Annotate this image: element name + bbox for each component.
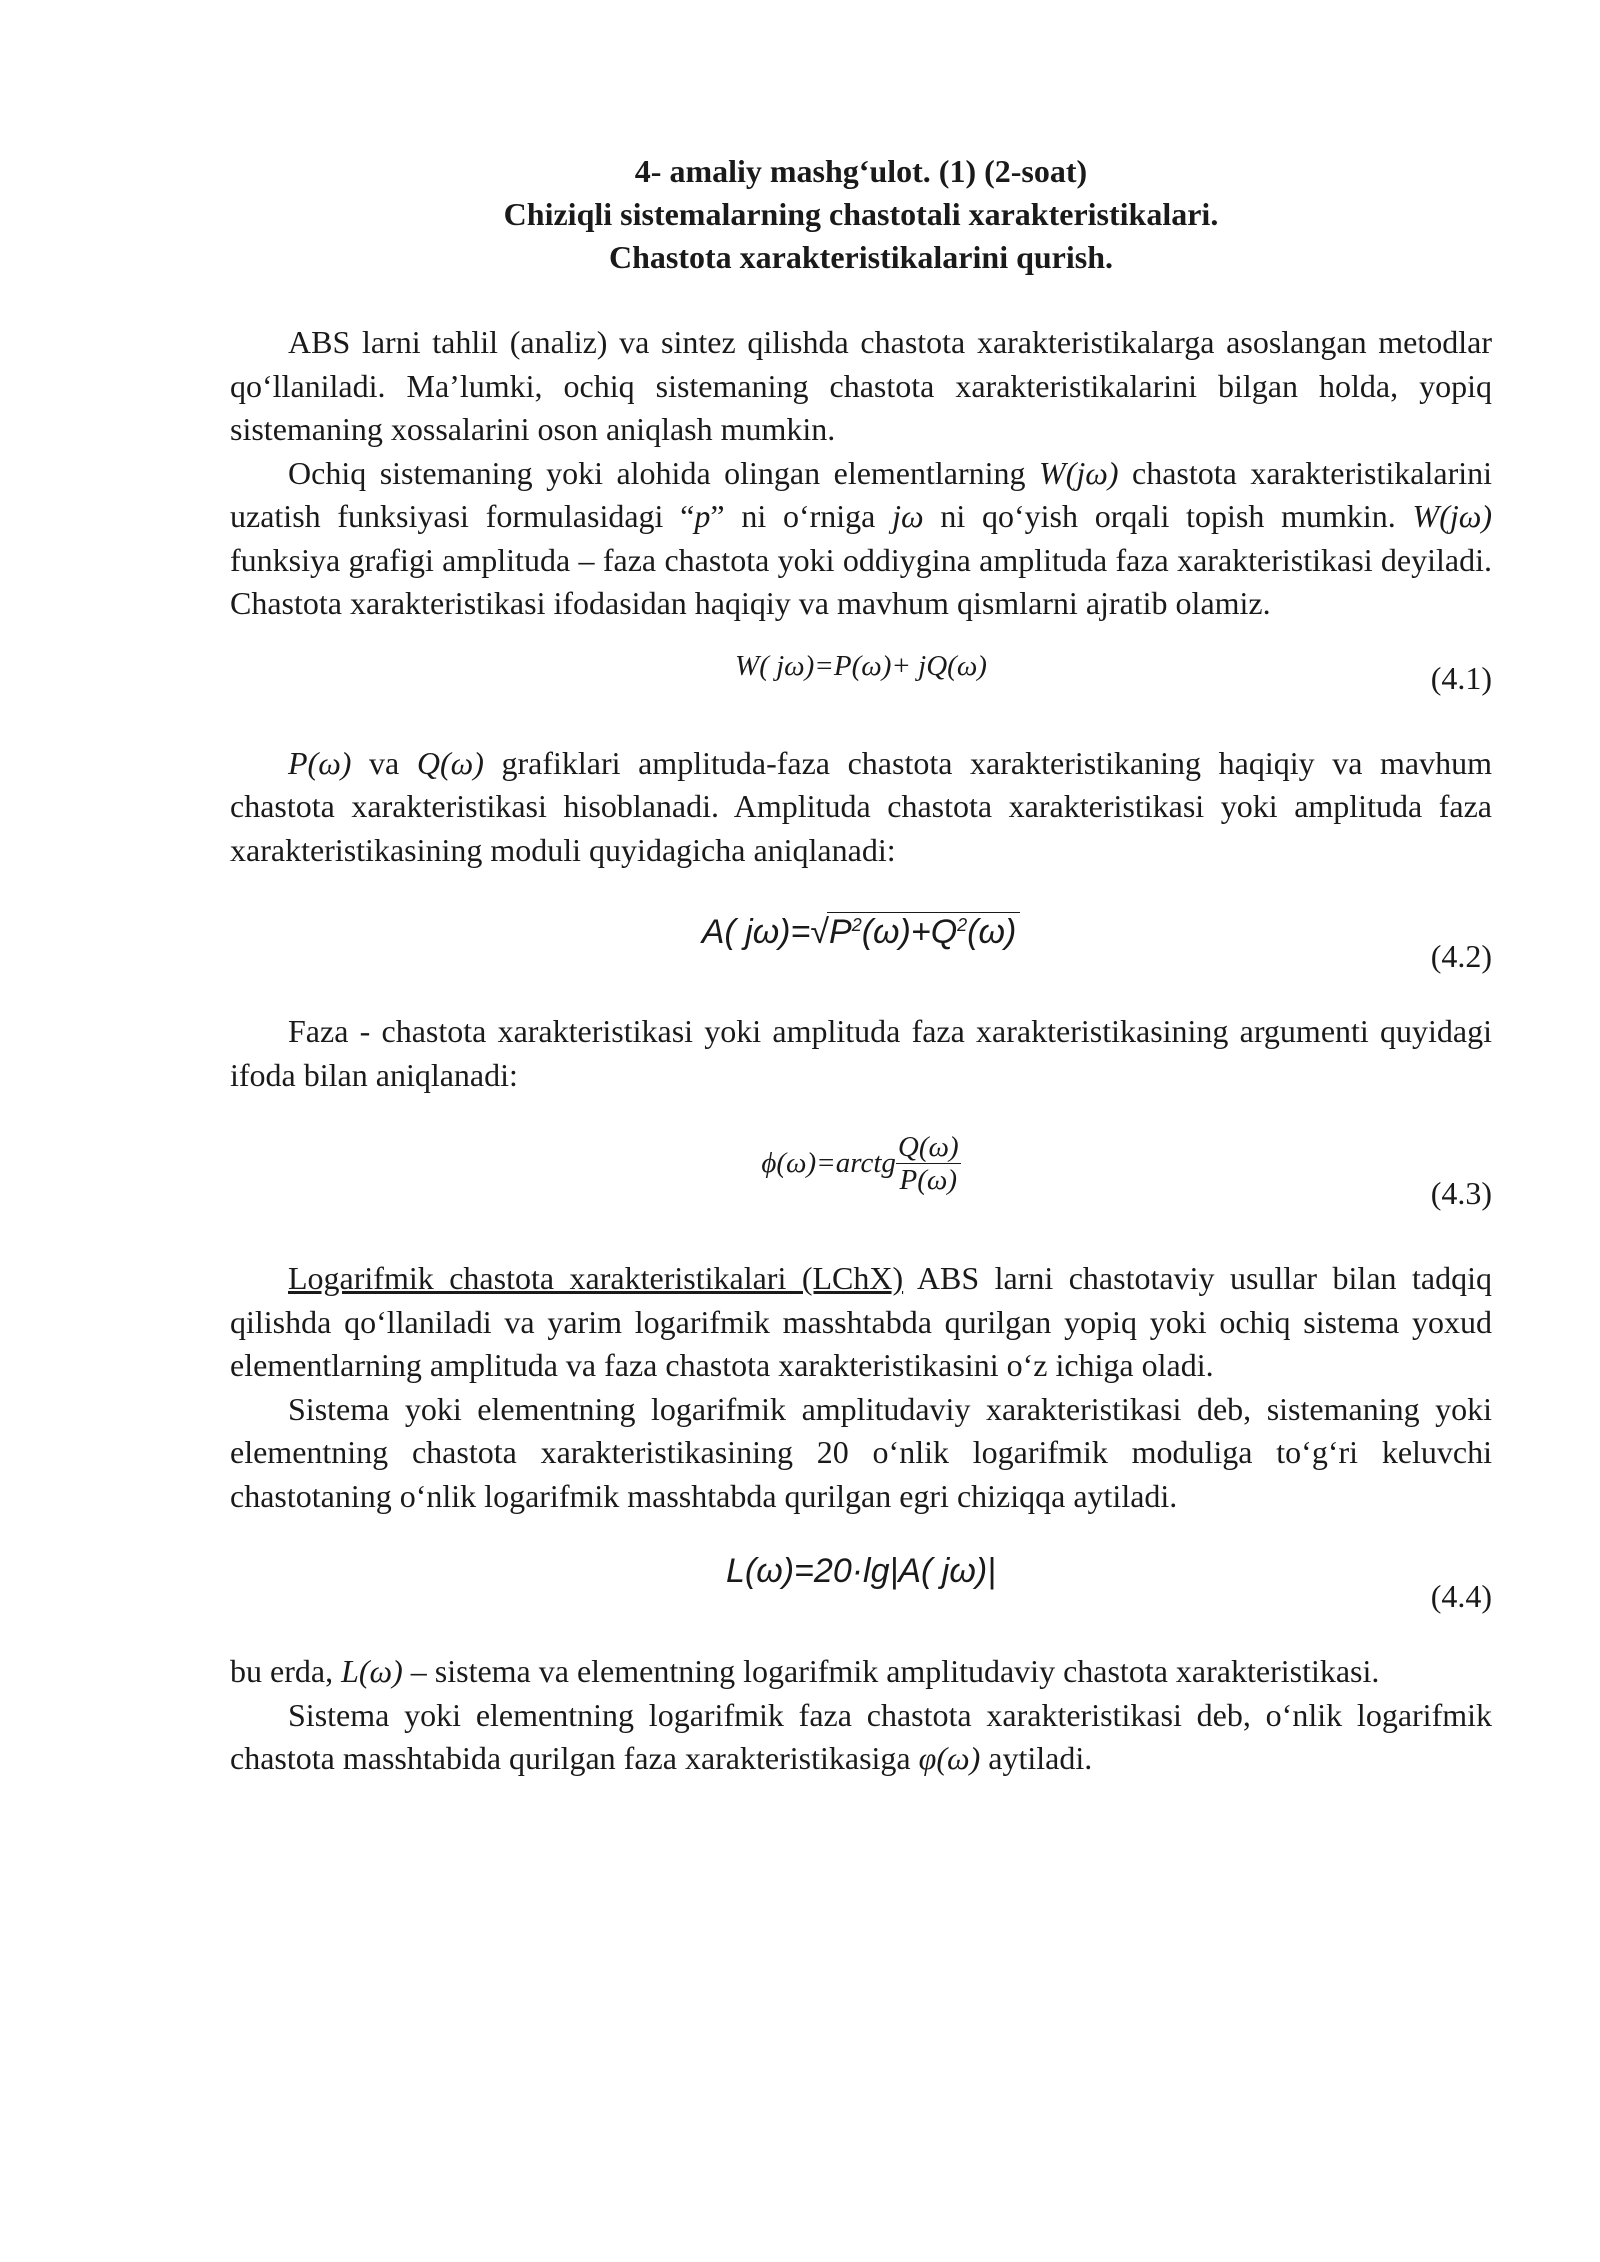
formula-4-3: ϕ(ω)=arctg $\frac{Q(\omega)}{P(\omega)}$: [761, 1131, 959, 1196]
denominator: P(ω): [899, 1164, 958, 1196]
document-title: [230, 150, 1492, 279]
title-line-2: Chiziqli sistemalarning chastotali xarakteristikalari.: [503, 196, 1219, 232]
formula-4-4: L(ω)=20·lg|A( jω)|: [726, 1552, 996, 1590]
equation-number: (4.3): [1430, 1175, 1492, 1211]
lchx-term: Logarifmik chastota xarakteristikalari (LChX): [288, 1260, 904, 1296]
equation-4-3: [230, 1131, 1492, 1235]
paragraph-6: Sistema yoki elementning logarifmik amplitudaviy xarakteristikasi deb, sistemaning yoki elementning chastota xarakteristikasining 20 o‘nlik logarifmik moduliga to‘g‘ri keluvchi chastotaning o‘nlik logarifmik masshtabda qurilgan egri chiziqqa aytiladi.: [230, 1390, 1492, 1514]
paragraph-1: ABS larni tahlil (analiz) va sintez qilishda chastota xarakteristikalarga asoslangan metodlar qo‘llaniladi. Ma’lumki, ochiq sistemaning chastota xarakteristikalarini bilgan holda, yopiq sistemaning xossalarini oson aniqlash mumkin.: [230, 324, 1492, 447]
formula-4-1: W( jω)=P(ω)+ jQ(ω): [735, 649, 987, 682]
paragraph-2: Ochiq sistemaning yoki alohida olingan elementlarning W(jω) chastota xarakteristikalarini uzatish funksiyasi formulasidagi “p” ni o‘rniga jω ni qo‘yish orqali topish mumkin. W(jω) funksiya grafigi amplituda – faza chastota yoki oddiygina amplituda faza xarakteristikasi deyiladi. Chastota xarakteristikasi ifodasidan haqiqiy va mavhum qismlarni ajratib olamiz.: [230, 454, 1493, 621]
document-page: [230, 150, 1492, 1781]
equation-4-2: [230, 910, 1492, 990]
title-line-3: Chastota xarakteristikalarini qurish.: [608, 239, 1114, 275]
paragraph-5: Logarifmik chastota xarakteristikalari (LChX) ABS larni chastotaviy usullar bilan tadqiq qilishda qo‘llaniladi va yarim logarifmik masshtabda qurilgan yopiq yoki ochiq sistema yoxud elementlarning amplituda va faza chastota xarakteristikasini o‘z ichiga oladi.: [230, 1260, 1492, 1383]
equation-4-4: [230, 1552, 1492, 1628]
paragraph-4: Faza - chastota xarakteristikasi yoki amplituda faza xarakteristikasining argumenti quyidagi ifoda bilan aniqlanadi:: [230, 1013, 1492, 1093]
paragraph-3: P(ω) va Q(ω) grafiklari amplituda-faza chastota xarakteristikaning haqiqiy va mavhum chastota xarakteristikasi hisoblanadi. Amplituda chastota xarakteristikasi yoki amplituda faza xarakteristikasining moduli quyidagicha aniqlanadi:: [230, 744, 1492, 868]
sqrt-radicand: $P^2(\omega)+Q^2(\omega)$: [827, 912, 1020, 952]
equation-number: (4.4): [1430, 1578, 1492, 1614]
numerator: Q(ω): [897, 1131, 959, 1163]
fraction: [896, 1131, 961, 1196]
equation-number: (4.1): [1430, 659, 1492, 696]
equation-4-1: [230, 648, 1492, 712]
paragraph-8: Sistema yoki elementning logarifmik faza chastota xarakteristikasi deb, o‘nlik logarifmik chastota masshtabida qurilgan faza xarakteristikasiga φ(ω) aytiladi.: [230, 1696, 1492, 1776]
paragraph-7: bu erda, L(ω) – sistema va elementning logarifmik amplitudaviy chastota xarakteristikasi.: [230, 1653, 1380, 1689]
formula-4-2: A( $j\omega)=√P^2(\omega)+Q^2(\omega)$: [230, 912, 1492, 952]
w-jw-symbol: W(jω): [1039, 454, 1119, 491]
title-line-1: 4- amaliy mashg‘ulot. (1) (2-soat): [634, 153, 1088, 189]
equation-number: (4.2): [1430, 938, 1492, 974]
